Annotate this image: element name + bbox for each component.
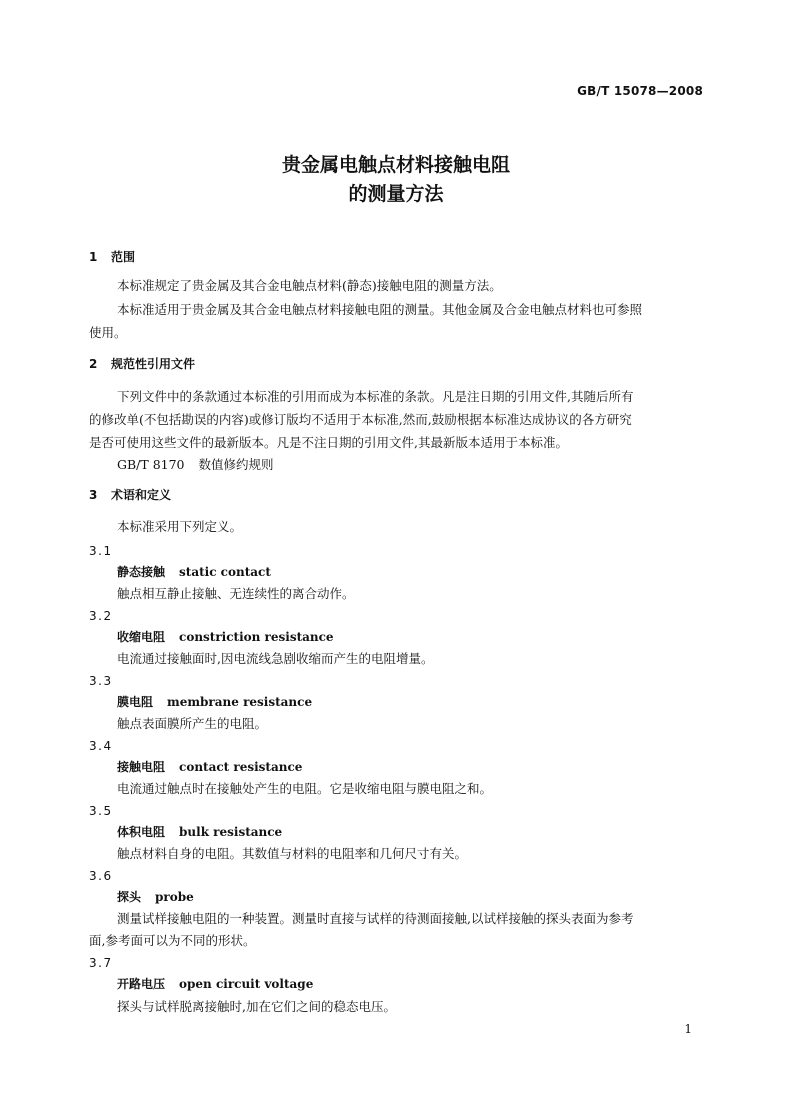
term-definition: 探头与试样脱离接触时,加在它们之间的稳态电压。 bbox=[117, 999, 396, 1014]
section-3-heading bbox=[89, 487, 171, 503]
title-line-2: 的测量方法 bbox=[348, 183, 444, 205]
term-number: 3.1 bbox=[89, 544, 113, 558]
term-english: membrane resistance bbox=[167, 695, 313, 709]
paragraph-line: 的修改单(不包括勘误的内容)或修订版均不适用于本标准,然而,鼓励根据本标准达成协议的各方研究 bbox=[89, 412, 632, 427]
term-chinese: 探头 bbox=[117, 890, 142, 904]
paragraph-line: 本标准采用下列定义。 bbox=[117, 519, 243, 534]
normative-reference bbox=[117, 457, 274, 473]
term-english: contact resistance bbox=[179, 760, 303, 774]
section-number: 3 bbox=[89, 488, 98, 502]
term-definition: 电流通过触点时在接触处产生的电阻。它是收缩电阻与膜电阻之和。 bbox=[117, 781, 493, 796]
paragraph-line: 使用。 bbox=[89, 325, 127, 340]
term-definition: 面,参考面可以为不同的形状。 bbox=[89, 933, 256, 948]
section-2-heading bbox=[89, 356, 195, 372]
term-definition: 电流通过接触面时,因电流线急剧收缩而产生的电阻增量。 bbox=[117, 651, 434, 666]
term-definition: 测量试样接触电阻的一种装置。测量时直接与试样的待测面接触,以试样接触的探头表面为参考 bbox=[117, 911, 634, 926]
section-1-heading bbox=[89, 249, 135, 265]
term-english: probe bbox=[155, 890, 194, 904]
term-entry bbox=[117, 976, 313, 992]
term-number: 3.2 bbox=[89, 609, 113, 623]
term-definition: 触点表面膜所产生的电阻。 bbox=[117, 716, 268, 731]
term-chinese: 开路电压 bbox=[117, 977, 166, 991]
reference-code: GB/T 8170 bbox=[117, 457, 185, 472]
term-chinese: 接触电阻 bbox=[117, 760, 166, 774]
term-entry bbox=[117, 564, 271, 580]
term-definition: 触点相互静止接触、无连续性的离合动作。 bbox=[117, 586, 355, 601]
term-number: 3.4 bbox=[89, 739, 113, 753]
standard-number: GB/T 15078—2008 bbox=[577, 84, 703, 98]
section-number: 2 bbox=[89, 357, 98, 371]
term-english: constriction resistance bbox=[179, 630, 334, 644]
term-chinese: 收缩电阻 bbox=[117, 630, 166, 644]
term-number: 3.7 bbox=[89, 956, 113, 970]
section-title: 术语和定义 bbox=[111, 488, 172, 502]
term-entry bbox=[117, 824, 282, 840]
section-title: 规范性引用文件 bbox=[111, 357, 196, 371]
term-english: bulk resistance bbox=[179, 825, 283, 839]
term-chinese: 体积电阻 bbox=[117, 825, 166, 839]
term-number: 3.6 bbox=[89, 869, 113, 883]
paragraph-line: 本标准规定了贵金属及其合金电触点材料(静态)接触电阻的测量方法。 bbox=[117, 278, 502, 293]
paragraph-line: 是否可使用这些文件的最新版本。凡是不注日期的引用文件,其最新版本适用于本标准。 bbox=[89, 435, 568, 450]
term-number: 3.5 bbox=[89, 804, 113, 818]
section-number: 1 bbox=[89, 250, 98, 264]
term-english: open circuit voltage bbox=[179, 977, 314, 991]
paragraph-line: 本标准适用于贵金属及其合金电触点材料接触电阻的测量。其他金属及合金电触点材料也可参照 bbox=[117, 302, 643, 317]
reference-title: 数值修约规则 bbox=[198, 457, 274, 472]
term-chinese: 膜电阻 bbox=[117, 695, 154, 709]
term-number: 3.3 bbox=[89, 674, 113, 688]
term-english: static contact bbox=[179, 565, 271, 579]
paragraph-line: 下列文件中的条款通过本标准的引用而成为本标准的条款。凡是注日期的引用文件,其随后所有 bbox=[117, 389, 634, 404]
term-entry bbox=[117, 629, 334, 645]
term-entry bbox=[117, 694, 312, 710]
term-entry bbox=[117, 889, 194, 905]
term-entry bbox=[117, 759, 302, 775]
title-line-1: 贵金属电触点材料接触电阻 bbox=[281, 154, 510, 176]
term-definition: 触点材料自身的电阻。其数值与材料的电阻率和几何尺寸有关。 bbox=[117, 846, 468, 861]
section-title: 范围 bbox=[111, 250, 136, 264]
term-chinese: 静态接触 bbox=[117, 565, 166, 579]
page-number: 1 bbox=[684, 1022, 692, 1036]
